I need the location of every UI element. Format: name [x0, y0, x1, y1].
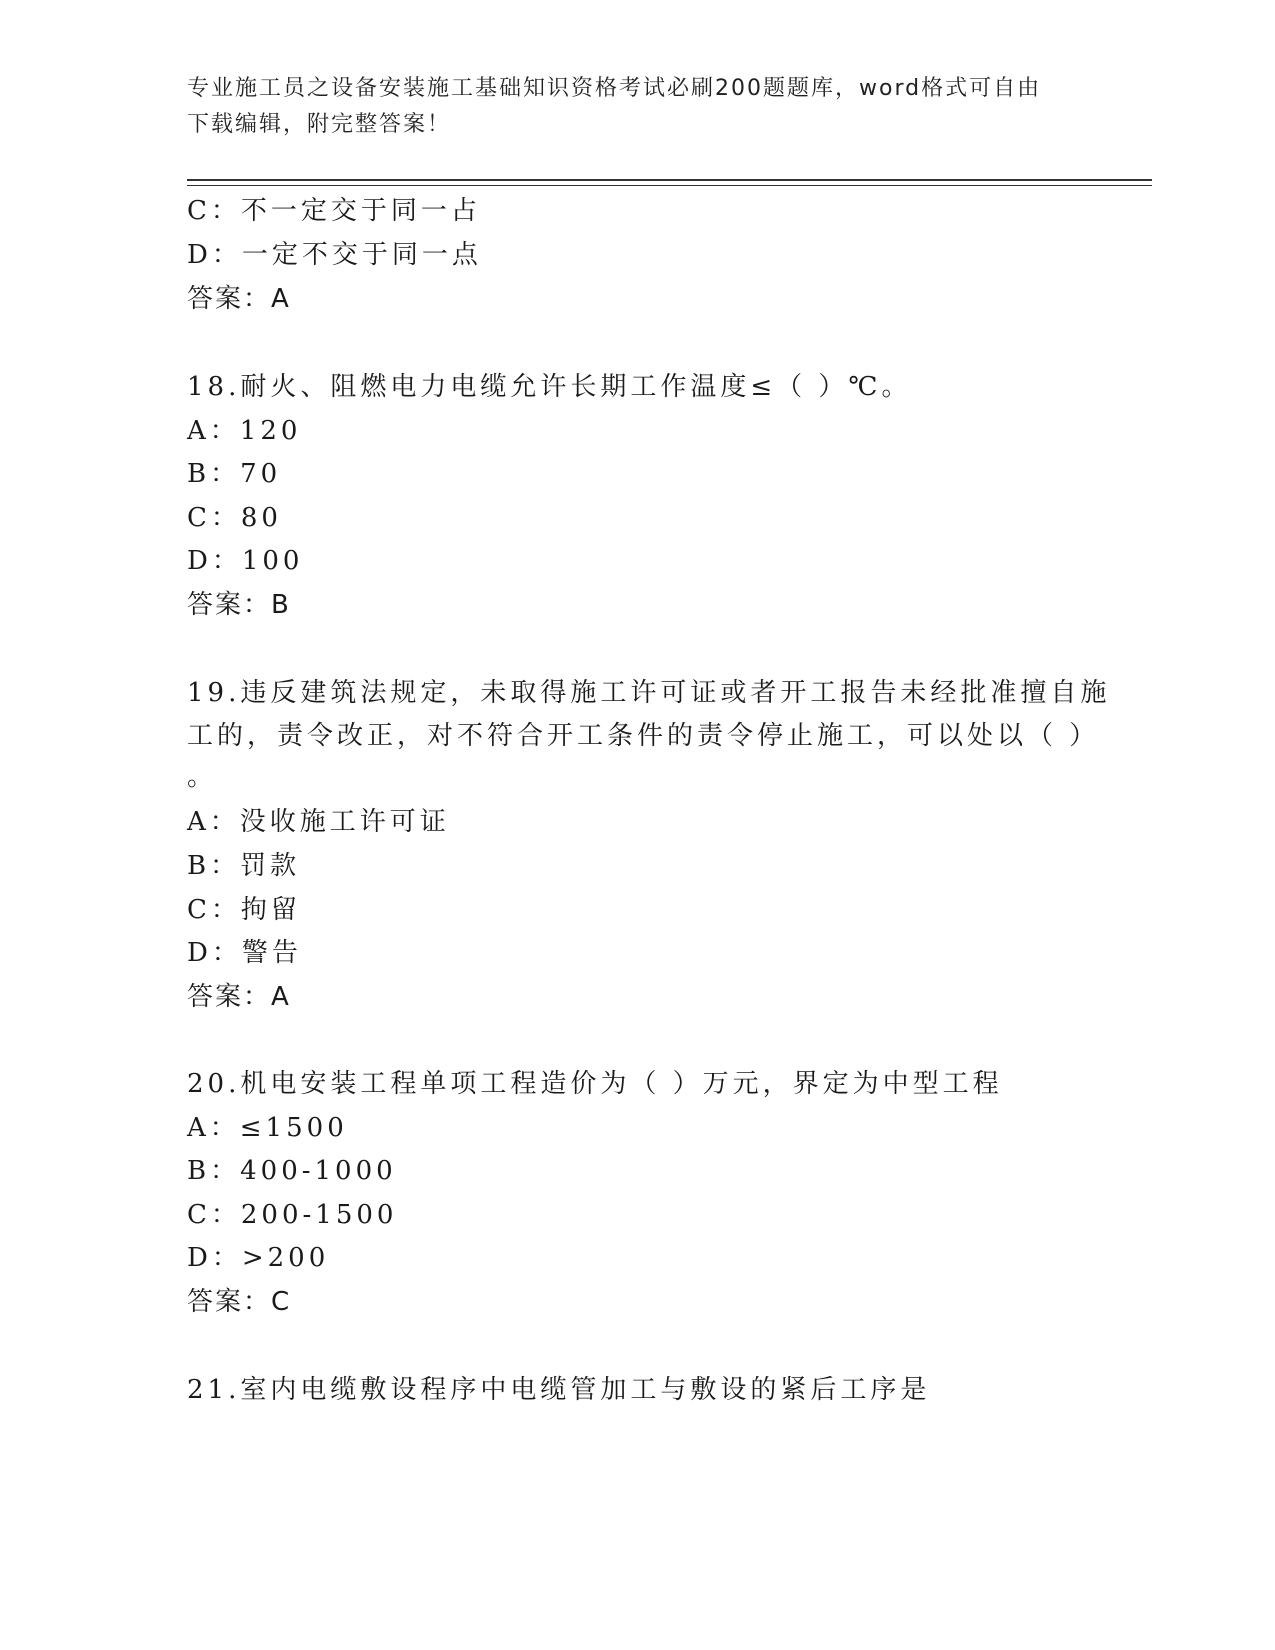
q20-option-b: B：400-1000 — [187, 1156, 397, 1186]
q19-option-d: D：警告 — [187, 938, 302, 968]
q18-option-a: A：120 — [187, 416, 302, 446]
q18-answer: 答案：B — [187, 590, 291, 620]
q18-option-c: C：80 — [187, 503, 282, 533]
header-divider-thin — [187, 185, 1152, 186]
q21-stem: 21.室内电缆敷设程序中电缆管加工与敷设的紧后工序是 — [187, 1375, 931, 1405]
header-title-line-2: 下载编辑，附完整答案！ — [187, 112, 452, 137]
q19-stem-line-1: 19.违反建筑法规定，未取得施工许可证或者开工报告未经批准擅自施 — [187, 678, 1111, 708]
prev-option-d: D：一定不交于同一点 — [187, 240, 482, 270]
q19-stem-line-3: 。 — [187, 762, 218, 792]
q19-option-c: C：拘留 — [187, 895, 301, 925]
document-header — [187, 71, 1087, 143]
prev-option-c: C：不一定交于同一占 — [187, 196, 481, 226]
q20-stem: 20.机电安装工程单项工程造价为（ ）万元，界定为中型工程 — [187, 1069, 1003, 1099]
q18-stem: 18.耐火、阻燃电力电缆允许长期工作温度≤（ ）℃。 — [187, 372, 912, 402]
q18-option-d: D：100 — [187, 546, 304, 576]
q18-option-b: B：70 — [187, 459, 282, 489]
q19-stem-line-2: 工的，责令改正，对不符合开工条件的责令停止施工，可以处以（ ） — [187, 721, 1100, 751]
header-title-line-1: 专业施工员之设备安装施工基础知识资格考试必刷200题题库，word格式可自由 — [187, 76, 1042, 101]
q20-option-c: C：200-1500 — [187, 1200, 398, 1230]
header-divider-thick — [187, 179, 1152, 181]
q19-option-b: B：罚款 — [187, 851, 301, 881]
prev-answer: 答案：A — [187, 284, 291, 314]
q20-answer: 答案：C — [187, 1287, 292, 1317]
q20-option-d: D：>200 — [187, 1243, 330, 1273]
q19-answer: 答案：A — [187, 982, 291, 1012]
q19-option-a: A：没收施工许可证 — [187, 807, 450, 837]
q20-option-a: A：≤1500 — [187, 1113, 348, 1143]
